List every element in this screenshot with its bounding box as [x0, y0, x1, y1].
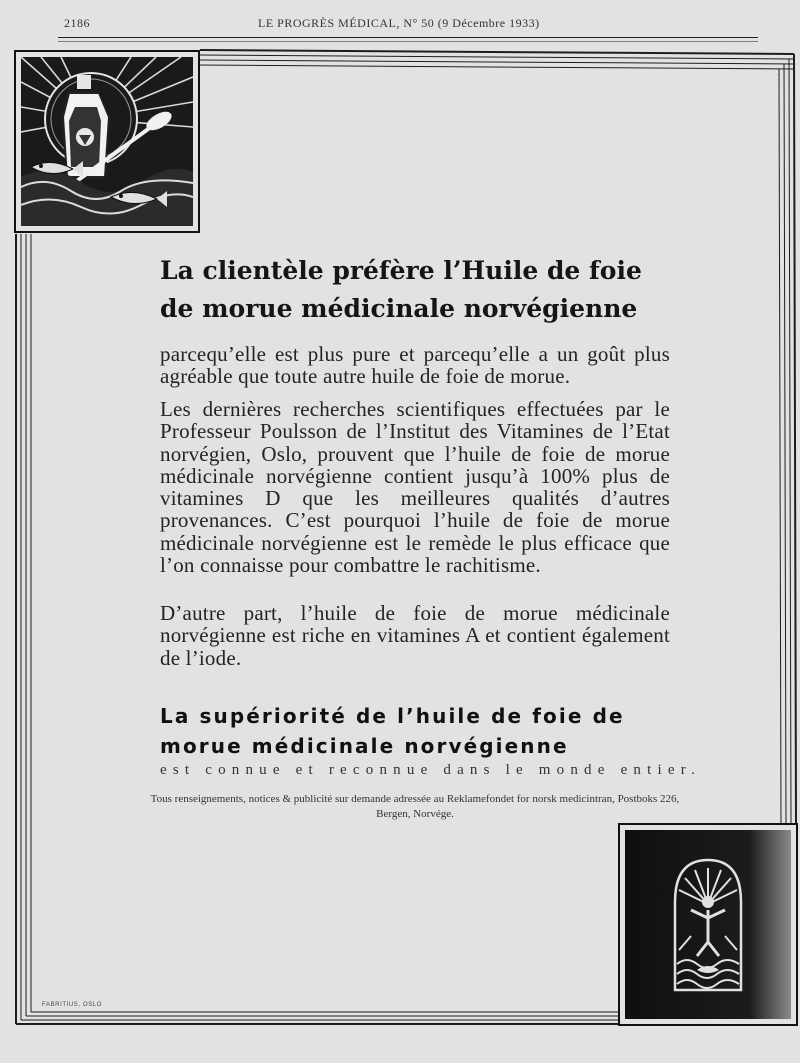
- page-number: 2186: [64, 16, 90, 30]
- body-paragraph: D’autre part, l’huile de foie de morue médicinale norvégienne est riche en vitamines A et contient également de l’iode.: [160, 601, 670, 670]
- contact-notice: Tous renseignements, notices & publicité sur demande adressée au Reklamefondet for norsk medicintran, Postboks 226, Bergen, Norvége.: [150, 793, 680, 820]
- emblem-illustration: [625, 830, 791, 1019]
- running-title: LE PROGRÈS MÉDICAL, N° 50 (9 Décembre 1933): [258, 16, 540, 30]
- corner-mark: 1: [777, 74, 781, 82]
- bottle-illustration: [21, 57, 193, 226]
- advert-tagline: La supériorité de l’huile de foie de morue médicinale norvégienne: [160, 704, 625, 758]
- body-paragraph: parcequ’elle est plus pure et parcequ’elle a un goût plus agréable que toute autre huile de foie de morue.: [160, 342, 670, 389]
- advert-headline: La clientèle préfère l’Huile de foie de morue médicinale norvégienne: [160, 256, 642, 323]
- body-paragraph: Les dernières recherches scientifiques effectuées par le Professeur Poulsson de l’Institut des Vitamines de l’Etat norvégien, Oslo, prouvent que l’huile de foie de morue médicinale norvégienne contient jusqu’à 100% plus de vitamines D que les meilleures qualités d’autres provenances. C’est pourquoi l’huile de foie de morue médicinale norvégienne est le remède le plus efficace que l’on connaisse pour combattre le rachitisme.: [160, 397, 670, 578]
- advert-subline: est connue et reconnue dans le monde entier.: [160, 762, 702, 778]
- printer-imprint: FABRITIUS, OSLO: [42, 1002, 103, 1008]
- header-rule: [58, 37, 758, 38]
- page-header: [0, 14, 800, 34]
- header-rule-thin: [58, 41, 758, 42]
- bottle-illustration-frame: [14, 50, 200, 233]
- emblem-illustration-frame: [618, 823, 798, 1026]
